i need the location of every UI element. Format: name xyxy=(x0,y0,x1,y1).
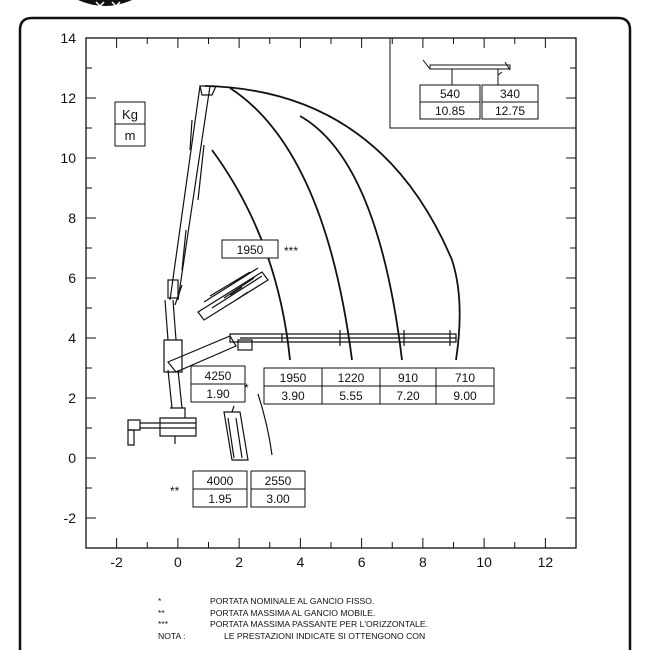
fixed-hook-value xyxy=(191,366,249,402)
unit-load: Kg xyxy=(122,107,138,122)
inset-value-1 xyxy=(420,85,480,119)
footnote-horizontal xyxy=(158,619,578,631)
x-tick-label: 10 xyxy=(476,554,492,570)
pass-load: 1950 xyxy=(236,243,264,257)
inset-reach-2: 12.75 xyxy=(494,104,526,118)
y-tick-label: 4 xyxy=(68,330,76,346)
y-tick-label: 10 xyxy=(60,150,76,166)
mobile-load-2: 2550 xyxy=(264,474,292,488)
x-tick-label: 2 xyxy=(235,554,244,570)
y-tick-label: 0 xyxy=(68,450,76,466)
x-tick-label: -2 xyxy=(110,554,123,570)
inset-reach-1: 10.85 xyxy=(434,104,466,118)
inset-load-1: 540 xyxy=(439,87,461,101)
footnote-text: PORTATA MASSIMA AL GANCIO MOBILE. xyxy=(210,607,376,618)
mobile-reach-1: 1.95 xyxy=(208,492,232,506)
h-reach-2: 5.55 xyxy=(339,389,363,403)
inset-panel xyxy=(390,38,576,128)
fixed-hook-reach: 1.90 xyxy=(206,387,230,401)
x-tick-label: 8 xyxy=(418,554,427,570)
y-tick-label: 6 xyxy=(68,270,76,286)
h-load-4: 710 xyxy=(454,371,476,385)
footnote-mark: ** xyxy=(158,607,165,618)
mobile-load-1: 4000 xyxy=(206,474,234,488)
fixed-hook-load: 4250 xyxy=(204,369,232,383)
h-load-1: 1950 xyxy=(279,371,307,385)
inset-value-2 xyxy=(482,85,538,119)
footnote-text: PORTATA NOMINALE AL GANCIO FISSO. xyxy=(210,596,375,606)
x-tick-label: 0 xyxy=(173,554,182,570)
envelope-arc-3 xyxy=(300,116,402,360)
pass-mark: *** xyxy=(284,244,299,258)
h-reach-4: 9.00 xyxy=(453,389,477,403)
fixed-hook-mark: * xyxy=(244,381,249,395)
envelope-arc-outer xyxy=(205,86,460,360)
h-load-2: 1220 xyxy=(337,371,365,385)
x-axis-labels xyxy=(110,554,553,570)
footnote-nota xyxy=(158,631,578,643)
h-reach-3: 7.20 xyxy=(396,389,420,403)
footnotes xyxy=(158,596,578,642)
y-tick-label: 8 xyxy=(68,210,76,226)
units-legend xyxy=(115,102,145,146)
footnote-text: LE PRESTAZIONI INDICATE SI OTTENGONO CON xyxy=(224,630,426,641)
unit-reach: m xyxy=(124,128,136,143)
footnote-mobile-hook xyxy=(158,608,578,620)
footnote-mark: NOTA : xyxy=(158,630,186,641)
h-load-3: 910 xyxy=(397,371,419,385)
h-reach-1: 3.90 xyxy=(281,389,305,403)
x-tick-label: 12 xyxy=(537,554,554,570)
y-axis-labels xyxy=(60,30,76,526)
reach-envelope-arcs xyxy=(205,86,460,360)
mobile-hook-values xyxy=(170,471,305,507)
logo-icon xyxy=(78,0,132,6)
x-tick-label: 4 xyxy=(296,554,305,570)
y-tick-label: 14 xyxy=(60,30,76,46)
boom-tip-sketch xyxy=(423,60,510,85)
footnote-mark: *** xyxy=(158,619,169,629)
footnote-text: PORTATA MASSIMA PASSANTE PER L'ORIZZONTALE. xyxy=(210,619,428,629)
x-tick-label: 6 xyxy=(357,554,366,570)
inset-load-2: 340 xyxy=(499,87,521,101)
mobile-reach-2: 3.00 xyxy=(266,492,290,506)
horizontal-values xyxy=(264,368,494,404)
pass-through-label xyxy=(222,240,298,258)
footnote-fixed-hook xyxy=(158,596,578,608)
envelope-arc-2 xyxy=(230,88,352,360)
mobile-hook-mark: ** xyxy=(170,484,180,498)
y-tick-label: 12 xyxy=(60,90,76,106)
y-tick-label: 2 xyxy=(68,390,76,406)
footnote-mark: * xyxy=(158,596,162,606)
y-tick-label: -2 xyxy=(63,510,76,526)
